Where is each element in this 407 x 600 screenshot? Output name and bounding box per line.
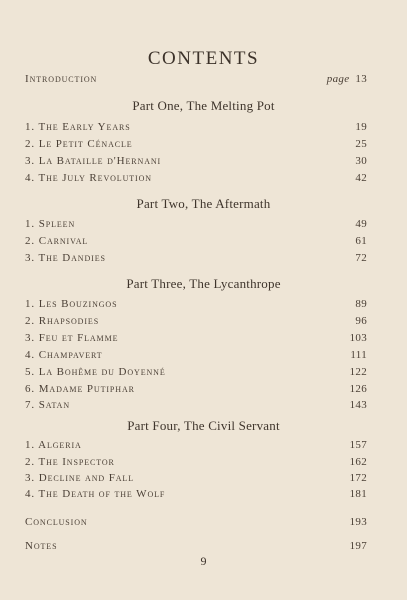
entry-label: Introduction <box>25 73 98 85</box>
toc-entry <box>25 454 367 470</box>
toc-entry <box>25 153 367 169</box>
chapter-title: Les Bouzingos <box>38 298 118 310</box>
page-number: 157 <box>349 439 367 451</box>
page-number: 49 <box>355 218 367 230</box>
toc-entry <box>25 119 367 135</box>
page-number: 96 <box>355 315 367 327</box>
page-number: 111 <box>350 349 367 361</box>
part-heading: Part One, The Melting Pot <box>132 98 275 113</box>
chapter-number: 7. <box>25 399 36 411</box>
page-number: 72 <box>355 252 367 264</box>
chapter-number: 6. <box>25 383 36 395</box>
chapter-title: La Bataille d'Hernani <box>38 155 162 167</box>
chapter-number: 1. <box>25 439 36 451</box>
chapter-number: 3. <box>25 155 36 167</box>
chapter-title: Spleen <box>38 218 76 230</box>
chapter-title: The Early Years <box>38 121 131 133</box>
chapter-number: 3. <box>25 332 36 344</box>
chapter-number: 3. <box>25 472 36 484</box>
page-word: page <box>326 73 350 85</box>
chapter-number: 4. <box>25 488 36 500</box>
toc-entry <box>25 397 367 413</box>
page-number: 143 <box>349 399 367 411</box>
page-number: 122 <box>349 366 367 378</box>
chapter-title: Rhapsodies <box>38 315 100 327</box>
chapter-title: The July Revolution <box>38 172 152 184</box>
toc-entry <box>25 250 367 266</box>
page-number: 42 <box>355 172 367 184</box>
toc-entry <box>25 470 367 486</box>
toc-entry <box>25 330 367 346</box>
toc-entry <box>25 313 367 329</box>
toc-entry <box>25 136 367 152</box>
entry-label: Notes <box>25 540 58 552</box>
page-number: 197 <box>349 540 367 552</box>
part-heading: Part Four, The Civil Servant <box>127 418 280 433</box>
chapter-number: 1. <box>25 121 36 133</box>
page-number: 193 <box>349 516 367 528</box>
chapter-title: Decline and Fall <box>38 472 135 484</box>
page-number: 25 <box>355 138 367 150</box>
chapter-number: 2. <box>25 235 36 247</box>
chapter-title: La Bohême du Doyenné <box>38 366 166 378</box>
toc-entry <box>25 216 367 232</box>
chapter-title: Madame Putiphar <box>38 383 135 395</box>
chapter-title: Carnival <box>38 235 89 247</box>
chapter-number: 5. <box>25 366 36 378</box>
toc-entry <box>25 170 367 186</box>
page-number: 13 <box>355 73 367 85</box>
part-heading: Part Two, The Aftermath <box>136 196 271 211</box>
page-number: 126 <box>349 383 367 395</box>
page-number: 61 <box>355 235 367 247</box>
page-number: 172 <box>349 472 367 484</box>
page-number: 30 <box>355 155 367 167</box>
page-title: CONTENTS <box>147 48 260 69</box>
chapter-number: 4. <box>25 172 36 184</box>
chapter-title: Feu et Flamme <box>38 332 119 344</box>
page-number: 162 <box>349 456 367 468</box>
toc-entry <box>25 233 367 249</box>
chapter-title: The Death of the Wolf <box>38 488 166 500</box>
entry-label: Conclusion <box>25 516 88 528</box>
chapter-number: 3. <box>25 252 36 264</box>
toc-entry <box>25 437 367 453</box>
chapter-number: 4. <box>25 349 36 361</box>
page-folio: 9 <box>200 554 207 568</box>
toc-entry-conclusion <box>25 514 367 530</box>
toc-entry-introduction <box>25 71 367 87</box>
entry-page <box>327 71 367 87</box>
page-number: 181 <box>349 488 367 500</box>
chapter-title: Algeria <box>38 439 82 451</box>
chapter-number: 1. <box>25 298 36 310</box>
chapter-title: Le Petit Cénacle <box>38 138 133 150</box>
chapter-title: The Inspector <box>38 456 115 468</box>
chapter-title: Champavert <box>38 349 103 361</box>
part-heading: Part Three, The Lycanthrope <box>126 276 281 291</box>
toc-entry-notes <box>25 538 367 554</box>
chapter-title: The Dandies <box>38 252 106 264</box>
chapter-number: 2. <box>25 315 36 327</box>
chapter-number: 2. <box>25 138 36 150</box>
toc-entry <box>25 381 367 397</box>
toc-entry <box>25 347 367 363</box>
toc-entry <box>25 296 367 312</box>
chapter-number: 1. <box>25 218 36 230</box>
page-number: 103 <box>349 332 367 344</box>
page-number: 89 <box>355 298 367 310</box>
toc-entry <box>25 486 367 502</box>
toc-entry <box>25 364 367 380</box>
page-number: 19 <box>355 121 367 133</box>
chapter-number: 2. <box>25 456 36 468</box>
chapter-title: Satan <box>38 399 71 411</box>
